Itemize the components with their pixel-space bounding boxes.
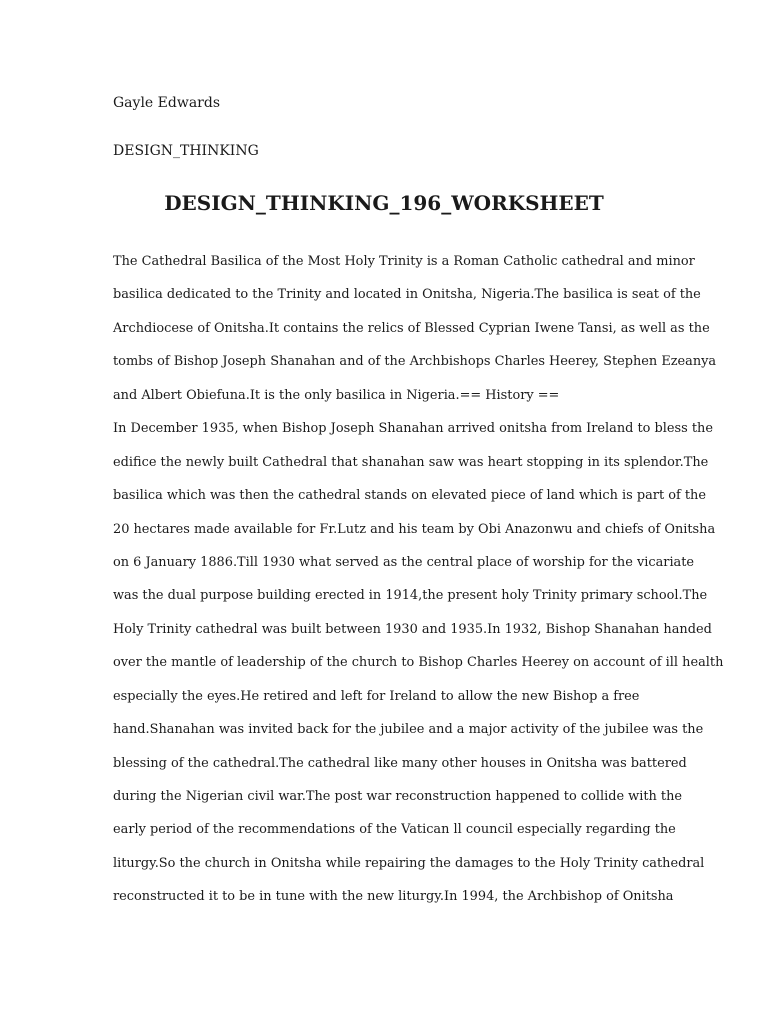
text-line: basilica dedicated to the Trinity and located in Onitsha, Nigeria.The basilica is seat of the [113,287,701,303]
text-line: early period of the recommendations of the Vatican ll council especially regarding the [113,822,676,838]
text-line: hand.Shanahan was invited back for the jubilee and a major activity of the jubilee was the [113,722,704,738]
body-text [113,250,724,919]
text-line: 20 hectares made available for Fr.Lutz and his team by Obi Anazonwu and chiefs of Onitsha [113,521,716,537]
text-line: tombs of Bishop Joseph Shanahan and of the Archbishops Charles Heerey, Stephen Ezeanya [113,354,717,370]
text-line: on 6 January 1886.Till 1930 what served as the central place of worship for the vicariate [113,554,695,570]
text-line: reconstructed it to be in tune with the new liturgy.In 1994, the Archbishop of Onitsha [113,889,674,905]
text-line: edifice the newly built Cathedral that shanahan saw was heart stopping in its splendor.The [113,454,709,470]
text-line: liturgy.So the church in Onitsha while repairing the damages to the Holy Trinity cathedral [113,855,705,871]
text-line: In December 1935, when Bishop Joseph Shanahan arrived onitsha from Ireland to bless the [113,421,713,437]
text-line: over the mantle of leadership of the church to Bishop Charles Heerey on account of ill health [113,655,724,671]
text-line: during the Nigerian civil war.The post war reconstruction happened to collide with the [113,789,683,804]
text-line: Archdiocese of Onitsha.It contains the relics of Blessed Cyprian Iwene Tansi, as well as the [113,320,710,336]
course-name: DESIGN_THINKING [113,143,259,159]
text-line: was the dual purpose building erected in 1914,the present holy Trinity primary school.The [113,588,708,604]
text-line: The Cathedral Basilica of the Most Holy Trinity is a Roman Catholic cathedral and minor [113,254,695,269]
text-line: and Albert Obiefuna.It is the only basilica in Nigeria.== History == [113,387,560,403]
text-line: basilica which was then the cathedral stands on elevated piece of land which is part of the [113,488,706,504]
text-line: blessing of the cathedral.The cathedral like many other houses in Onitsha was battered [113,755,687,771]
document-title: DESIGN_THINKING_196_WORKSHEET [164,191,604,215]
text-line: Holy Trinity cathedral was built between 1930 and 1935.In 1932, Bishop Shanahan handed [113,621,712,637]
text-line: especially the eyes.He retired and left for Ireland to allow the new Bishop a free [113,688,640,704]
author-name: Gayle Edwards [113,95,221,111]
